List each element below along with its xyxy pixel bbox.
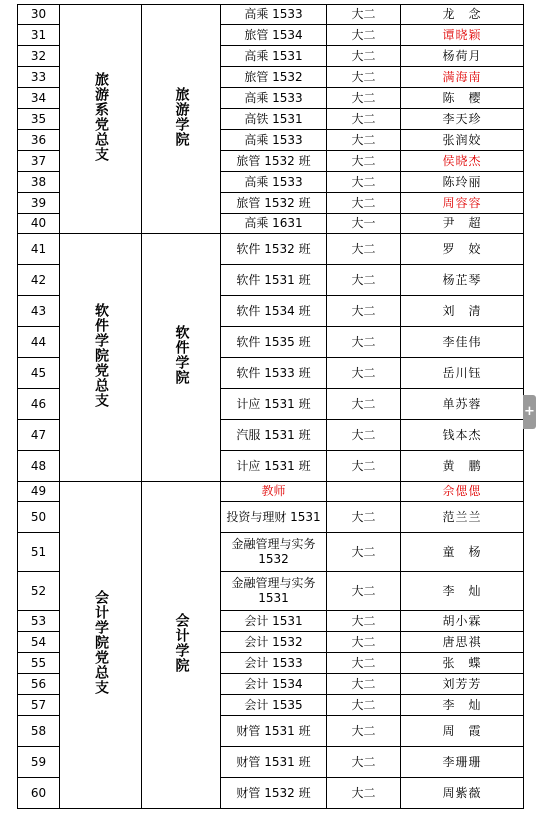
row-number: 31: [18, 25, 60, 46]
member-name-cell: 黄 鹏: [401, 451, 524, 482]
grade-cell: 大二: [327, 533, 401, 572]
member-name-cell: 陈 樱: [401, 88, 524, 109]
grade-cell: 大二: [327, 327, 401, 358]
row-number: 38: [18, 172, 60, 193]
grade-cell: 大二: [327, 747, 401, 778]
class-cell: 高乘 1533: [221, 5, 327, 25]
member-name-cell: 杨芷琴: [401, 265, 524, 296]
row-number: 41: [18, 234, 60, 265]
member-name-cell: 尹 超: [401, 214, 524, 234]
grade-cell: 大二: [327, 778, 401, 809]
member-name-cell: 胡小霖: [401, 611, 524, 632]
class-cell: 软件 1534 班: [221, 296, 327, 327]
grade-cell: 大二: [327, 296, 401, 327]
class-cell: 软件 1531 班: [221, 265, 327, 296]
grade-cell: [327, 482, 401, 502]
row-number: 58: [18, 716, 60, 747]
college-label: 软件学院: [173, 325, 190, 385]
party-branch-label: 旅游系党总支: [93, 71, 109, 162]
class-cell: 会计 1534: [221, 674, 327, 695]
row-number: 46: [18, 389, 60, 420]
member-name-cell: 谭晓颖: [401, 25, 524, 46]
class-cell: 高铁 1531: [221, 109, 327, 130]
member-name-cell: 周紫薇: [401, 778, 524, 809]
table-row: [18, 234, 524, 265]
member-name-cell: 佘偲偲: [401, 482, 524, 502]
college-label: 会计学院: [173, 612, 190, 673]
row-number: 57: [18, 695, 60, 716]
class-cell: 软件 1532 班: [221, 234, 327, 265]
class-cell: 汽服 1531 班: [221, 420, 327, 451]
class-cell: 财管 1532 班: [221, 778, 327, 809]
member-name-cell: 张 蝶: [401, 653, 524, 674]
member-name-cell: 杨荷月: [401, 46, 524, 67]
party-branch-label: 会计学院党总支: [93, 590, 109, 695]
grade-cell: 大二: [327, 88, 401, 109]
member-name-cell: 单苏蓉: [401, 389, 524, 420]
college-cell: [142, 5, 221, 234]
grade-cell: 大二: [327, 695, 401, 716]
row-number: 56: [18, 674, 60, 695]
row-number: 34: [18, 88, 60, 109]
party-branch-cell: [60, 5, 142, 234]
row-number: 32: [18, 46, 60, 67]
grade-cell: 大二: [327, 389, 401, 420]
member-name-cell: 钱本杰: [401, 420, 524, 451]
party-branch-label: 软件学院党总支: [93, 302, 109, 408]
grade-cell: 大二: [327, 653, 401, 674]
grade-cell: 大二: [327, 611, 401, 632]
class-cell: 会计 1535: [221, 695, 327, 716]
member-name-cell: 刘芳芳: [401, 674, 524, 695]
row-number: 42: [18, 265, 60, 296]
member-name-cell: 李 灿: [401, 572, 524, 611]
member-name-cell: 侯晓杰: [401, 151, 524, 172]
college-cell: [142, 482, 221, 809]
grade-cell: 大二: [327, 502, 401, 533]
member-name-cell: 唐思祺: [401, 632, 524, 653]
member-name-cell: 罗 姣: [401, 234, 524, 265]
row-number: 49: [18, 482, 60, 502]
class-cell: 投资与理财 1531: [221, 502, 327, 533]
row-number: 51: [18, 533, 60, 572]
member-name-cell: 童 杨: [401, 533, 524, 572]
grade-cell: 大二: [327, 265, 401, 296]
row-number: 53: [18, 611, 60, 632]
class-cell: 旅管 1532 班: [221, 193, 327, 214]
table-row: [18, 482, 524, 502]
grade-cell: 大二: [327, 193, 401, 214]
grade-cell: 大二: [327, 572, 401, 611]
grade-cell: 大二: [327, 130, 401, 151]
row-number: 52: [18, 572, 60, 611]
roster-table: [17, 4, 524, 809]
class-cell: 财管 1531 班: [221, 747, 327, 778]
class-cell: 软件 1535 班: [221, 327, 327, 358]
class-cell: 旅管 1532: [221, 67, 327, 88]
row-number: 44: [18, 327, 60, 358]
class-cell: 会计 1532: [221, 632, 327, 653]
member-name-cell: 龙 念: [401, 5, 524, 25]
grade-cell: 大二: [327, 674, 401, 695]
class-cell: 会计 1533: [221, 653, 327, 674]
row-number: 37: [18, 151, 60, 172]
grade-cell: 大二: [327, 5, 401, 25]
class-cell: 计应 1531 班: [221, 451, 327, 482]
row-number: 55: [18, 653, 60, 674]
class-cell: 高乘 1531: [221, 46, 327, 67]
grade-cell: 大二: [327, 234, 401, 265]
grade-cell: 大二: [327, 172, 401, 193]
member-name-cell: 陈玲丽: [401, 172, 524, 193]
class-cell: 高乘 1533: [221, 130, 327, 151]
member-name-cell: 岳川钰: [401, 358, 524, 389]
grade-cell: 大二: [327, 451, 401, 482]
grade-cell: 大二: [327, 25, 401, 46]
class-cell: 高乘 1631: [221, 214, 327, 234]
row-number: 39: [18, 193, 60, 214]
class-cell: 金融管理与实务 1531: [221, 572, 327, 611]
class-cell: 软件 1533 班: [221, 358, 327, 389]
class-cell: 高乘 1533: [221, 172, 327, 193]
grade-cell: 大二: [327, 151, 401, 172]
grade-cell: 大二: [327, 67, 401, 88]
member-name-cell: 范兰兰: [401, 502, 524, 533]
member-name-cell: 李 灿: [401, 695, 524, 716]
row-number: 33: [18, 67, 60, 88]
member-name-cell: 刘 清: [401, 296, 524, 327]
row-number: 50: [18, 502, 60, 533]
row-number: 40: [18, 214, 60, 234]
row-number: 35: [18, 109, 60, 130]
expand-handle-button[interactable]: +: [523, 395, 536, 429]
member-name-cell: 满海南: [401, 67, 524, 88]
row-number: 59: [18, 747, 60, 778]
row-number: 30: [18, 5, 60, 25]
class-cell: 高乘 1533: [221, 88, 327, 109]
grade-cell: 大二: [327, 109, 401, 130]
grade-cell: 大二: [327, 358, 401, 389]
row-number: 48: [18, 451, 60, 482]
row-number: 54: [18, 632, 60, 653]
member-name-cell: 李天珍: [401, 109, 524, 130]
row-number: 47: [18, 420, 60, 451]
member-name-cell: 李珊珊: [401, 747, 524, 778]
table-row: [18, 5, 524, 25]
row-number: 36: [18, 130, 60, 151]
roster-body: [18, 5, 524, 809]
grade-cell: 大二: [327, 716, 401, 747]
grade-cell: 大二: [327, 632, 401, 653]
member-name-cell: 李佳伟: [401, 327, 524, 358]
row-number: 43: [18, 296, 60, 327]
row-number: 60: [18, 778, 60, 809]
class-cell: 会计 1531: [221, 611, 327, 632]
party-branch-cell: [60, 234, 142, 482]
college-cell: [142, 234, 221, 482]
class-cell: 金融管理与实务 1532: [221, 533, 327, 572]
class-cell: 旅管 1532 班: [221, 151, 327, 172]
class-cell: 教师: [221, 482, 327, 502]
grade-cell: 大一: [327, 214, 401, 234]
party-branch-cell: [60, 482, 142, 809]
grade-cell: 大二: [327, 420, 401, 451]
row-number: 45: [18, 358, 60, 389]
class-cell: 计应 1531 班: [221, 389, 327, 420]
college-label: 旅游学院: [173, 86, 190, 147]
roster-sheet: [17, 4, 524, 809]
class-cell: 财管 1531 班: [221, 716, 327, 747]
member-name-cell: 周 霞: [401, 716, 524, 747]
member-name-cell: 周容容: [401, 193, 524, 214]
member-name-cell: 张润姣: [401, 130, 524, 151]
class-cell: 旅管 1534: [221, 25, 327, 46]
grade-cell: 大二: [327, 46, 401, 67]
